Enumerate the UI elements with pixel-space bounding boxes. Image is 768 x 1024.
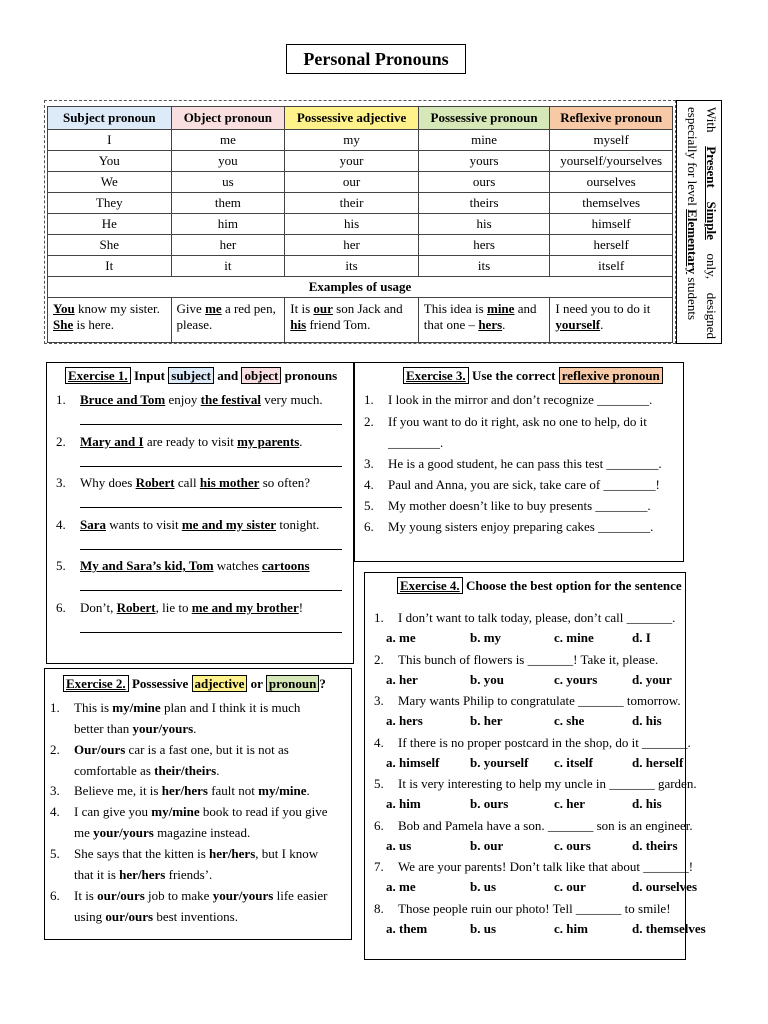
table-cell: you	[171, 151, 285, 172]
table-cell: theirs	[418, 193, 550, 214]
table-cell: I	[48, 130, 172, 151]
question: 3. Mary wants Philip to congratulate _______ tomorrow.	[374, 693, 681, 708]
table-header-row	[48, 107, 673, 130]
answer-blank[interactable]	[80, 424, 342, 425]
option[interactable]: b. my	[470, 630, 502, 645]
table-row	[48, 256, 673, 277]
table-cell: You	[48, 151, 172, 172]
table-cell: them	[171, 193, 285, 214]
table-cell: yourself/yourselves	[550, 151, 673, 172]
option[interactable]: b. her	[470, 713, 503, 728]
answer-blank[interactable]	[80, 632, 342, 633]
options-row	[364, 879, 697, 897]
side-note: With Present Simple only, designed especially for level Elementary students	[676, 100, 722, 344]
question: 2. This bunch of flowers is _______! Take it, please.	[374, 651, 659, 667]
option[interactable]: a. her	[386, 671, 418, 687]
options-row	[364, 630, 684, 648]
answer-blank[interactable]	[80, 549, 342, 550]
option[interactable]: c. mine	[554, 630, 594, 645]
table-cell: himself	[550, 214, 673, 235]
question: 5. It is very interesting to help my uncle in _______ garden.	[374, 776, 697, 791]
table-cell: We	[48, 172, 172, 193]
question: 4. If there is no proper postcard in the shop, do it _______.	[374, 734, 691, 750]
table-cell: his	[418, 214, 550, 235]
table-row	[48, 151, 673, 172]
list-item: 4. Sara wants to visit me and my sister tonight.	[56, 516, 320, 532]
examples-title: Examples of usage	[48, 277, 673, 298]
exercise-1-heading: Exercise 1. Input subject and object pronouns	[65, 368, 337, 384]
list-item: 4. Paul and Anna, you are sick, take care of ________!	[364, 477, 660, 492]
option[interactable]: d. your	[632, 671, 672, 687]
option[interactable]: c. her	[554, 796, 586, 811]
option[interactable]: d. his	[632, 796, 662, 811]
question: 8. Those people ruin our photo! Tell _______ to smile!	[374, 900, 671, 916]
header-subject: Subject pronoun	[48, 107, 172, 130]
answer-blank[interactable]	[80, 466, 342, 467]
list-item: 6. Don’t, Robert, lie to me and my brother!	[56, 599, 304, 615]
table-row	[48, 235, 673, 256]
list-item: 3. Believe me, it is her/hers fault not my/mine.	[50, 783, 310, 798]
option[interactable]: b. us	[470, 920, 497, 936]
table-cell: hers	[418, 235, 550, 256]
option[interactable]: d. herself	[632, 754, 684, 770]
option[interactable]: d. ourselves	[632, 879, 697, 894]
list-item: 6. My young sisters enjoy preparing cakes ________.	[364, 519, 654, 534]
header-object: Object pronoun	[171, 107, 285, 130]
answer-blank[interactable]	[80, 590, 342, 591]
example-cell: I need you to do it yourself.	[550, 298, 673, 343]
list-item-cont: comfortable as their/theirs.	[74, 763, 220, 778]
list-item-cont: me your/yours magazine instead.	[74, 825, 251, 840]
table-cell: He	[48, 214, 172, 235]
list-item: 5. She says that the kitten is her/hers, but I know	[50, 846, 319, 861]
table-cell: her	[171, 235, 285, 256]
table-cell: my	[285, 130, 419, 151]
question: 1. I don’t want to talk today, please, don’t call _______.	[374, 610, 676, 625]
list-item: 4. I can give you my/mine book to read if you give	[50, 804, 328, 819]
options-row	[364, 672, 684, 690]
question: 7. We are your parents! Don’t talk like that about _______!	[374, 859, 694, 874]
pronoun-table	[47, 106, 673, 343]
list-item-cont: better than your/yours.	[74, 721, 197, 736]
table-cell: yours	[418, 151, 550, 172]
table-cell: her	[285, 235, 419, 256]
options-row	[364, 755, 684, 773]
list-item: 1. I look in the mirror and don’t recognize ________.	[364, 392, 653, 407]
option[interactable]: b. yourself	[470, 754, 529, 770]
table-cell: They	[48, 193, 172, 214]
list-item: 1. This is my/mine plan and I think it is much	[50, 700, 301, 715]
table-cell: their	[285, 193, 419, 214]
exercise-4-heading: Exercise 4. Choose the best option for the sentence	[397, 578, 682, 594]
example-cell: You know my sister. She is here.	[48, 298, 172, 343]
table-row	[48, 214, 673, 235]
option[interactable]: d. themselves	[632, 920, 706, 936]
list-item: 1. Bruce and Tom enjoy the festival very much.	[56, 392, 323, 407]
table-cell: ours	[418, 172, 550, 193]
option[interactable]: c. ours	[554, 837, 591, 853]
option[interactable]: c. our	[554, 879, 586, 894]
options-row	[364, 713, 684, 731]
list-item: 6. It is our/ours job to make your/yours life easier	[50, 888, 328, 903]
table-cell: herself	[550, 235, 673, 256]
options-row	[364, 920, 706, 939]
list-item: 5. My and Sara’s kid, Tom watches cartoons	[56, 558, 310, 573]
list-item-cont: that it is her/hers friends’.	[74, 867, 213, 882]
example-cell: It is our son Jack and his friend Tom.	[285, 298, 419, 343]
option[interactable]: d. theirs	[632, 837, 678, 853]
option[interactable]: a. himself	[386, 754, 440, 770]
option[interactable]: a. me	[386, 630, 416, 645]
answer-blank[interactable]	[80, 507, 342, 508]
table-row	[48, 130, 673, 151]
option[interactable]: b. us	[470, 879, 497, 894]
table-cell: us	[171, 172, 285, 193]
option[interactable]: b. you	[470, 671, 504, 687]
option[interactable]: a. us	[386, 837, 412, 853]
table-cell: it	[171, 256, 285, 277]
examples-row	[48, 298, 673, 343]
table-cell: It	[48, 256, 172, 277]
list-item: 3. He is a good student, he can pass this test ________.	[364, 456, 662, 471]
example-cell: This idea is mine and that one – hers.	[418, 298, 550, 343]
header-possessive-pronoun: Possessive pronoun	[418, 107, 550, 130]
option[interactable]: a. me	[386, 879, 416, 894]
option[interactable]: b. ours	[470, 796, 509, 811]
option[interactable]: a. him	[386, 796, 421, 811]
table-cell: themselves	[550, 193, 673, 214]
table-row	[48, 172, 673, 193]
header-reflexive: Reflexive pronoun	[550, 107, 673, 130]
table-cell: its	[418, 256, 550, 277]
table-cell: myself	[550, 130, 673, 151]
list-item: 2. Our/ours car is a fast one, but it is not as	[50, 742, 289, 757]
exercise-3-heading: Exercise 3. Use the correct reflexive pronoun	[403, 368, 663, 384]
option[interactable]: c. itself	[554, 754, 593, 770]
option[interactable]: a. hers	[386, 713, 423, 728]
table-cell: me	[171, 130, 285, 151]
table-cell: mine	[418, 130, 550, 151]
table-cell: our	[285, 172, 419, 193]
option[interactable]: c. him	[554, 920, 588, 936]
list-item: 2. Mary and I are ready to visit my parents.	[56, 433, 303, 449]
table-cell: your	[285, 151, 419, 172]
table-cell: him	[171, 214, 285, 235]
options-row	[364, 838, 684, 856]
page-title: Personal Pronouns	[286, 44, 466, 74]
option[interactable]: b. our	[470, 837, 504, 853]
question: 6. Bob and Pamela have a son. _______ son is an engineer.	[374, 817, 693, 833]
list-item: 3. Why does Robert call his mother so often?	[56, 475, 311, 490]
exercise-2-heading: Exercise 2. Possessive adjective or pronoun ?	[63, 676, 326, 692]
table-cell: itself	[550, 256, 673, 277]
list-item: 5. My mother doesn’t like to buy presents ________.	[364, 498, 651, 513]
option[interactable]: c. she	[554, 713, 585, 728]
option[interactable]: c. yours	[554, 671, 598, 687]
option[interactable]: d. his	[632, 713, 662, 728]
examples-title-row	[48, 277, 673, 298]
table-cell: She	[48, 235, 172, 256]
list-item-cont: ________.	[388, 435, 444, 450]
list-item: 2. If you want to do it right, ask no one to help, do it	[364, 414, 647, 429]
header-possessive-adjective: Possessive adjective	[285, 107, 419, 130]
table-cell: ourselves	[550, 172, 673, 193]
table-cell: his	[285, 214, 419, 235]
options-row	[364, 796, 684, 814]
table-cell: its	[285, 256, 419, 277]
list-item-cont: using our/ours best inventions.	[74, 909, 238, 924]
option[interactable]: d. I	[632, 630, 651, 645]
example-cell: Give me a red pen, please.	[171, 298, 285, 343]
option[interactable]: a. them	[386, 920, 428, 936]
table-row	[48, 193, 673, 214]
